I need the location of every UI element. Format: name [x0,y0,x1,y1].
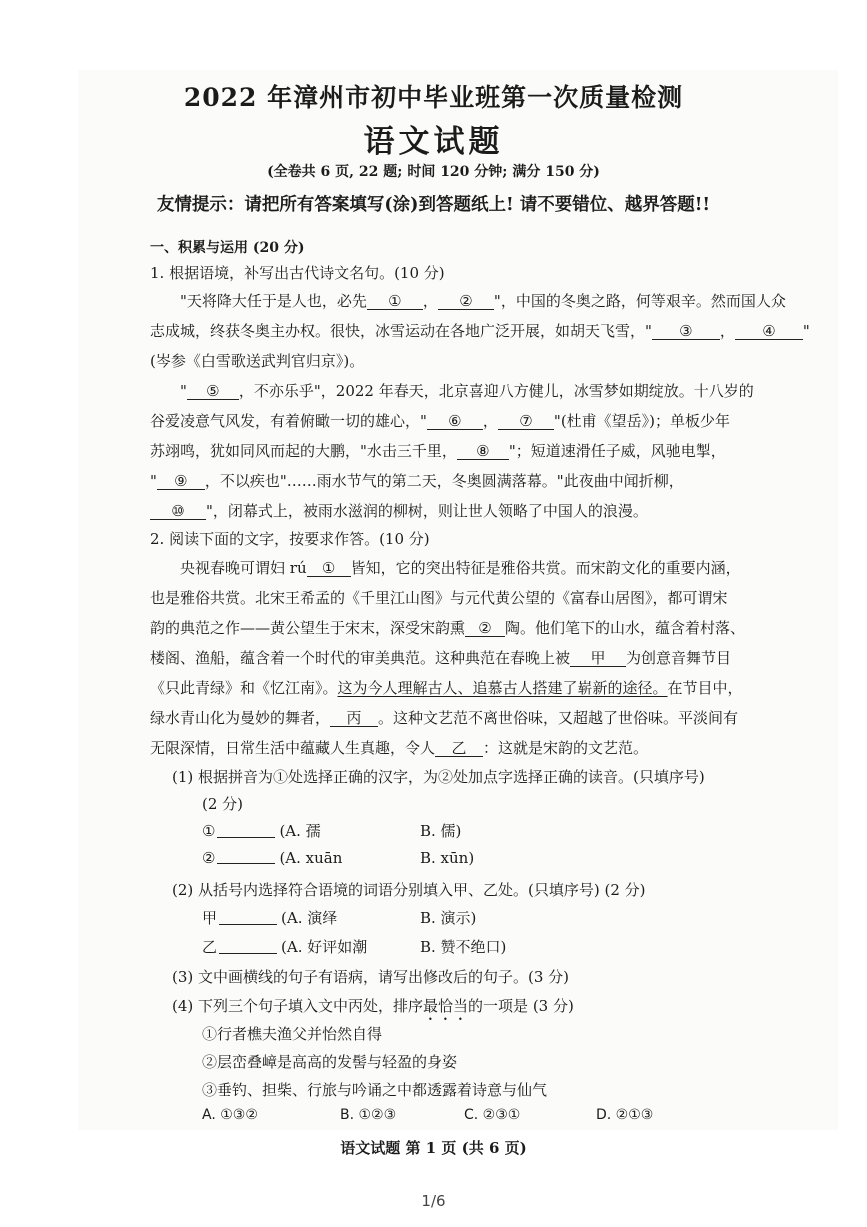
blank-6: ⑥ [427,413,483,430]
q1-line-8: ⑩ "，闭幕式上，被雨水滋润的柳树，则让世人领略了中国人的浪漫。 [150,500,648,521]
q1-line-5: 谷爱凌意气风发，有着俯瞰一切的雄心，" ⑥ ， ⑦ "(杜甫《望岳》)；单板少年 [150,412,731,430]
answer-line[interactable] [217,823,275,838]
subject-title: 语文试题 [363,124,504,160]
answer-line[interactable] [219,910,277,925]
exam-info: (全卷共 6 页, 22 题; 时间 120 分钟; 满分 150 分) [267,164,600,180]
page-footer: 语文试题 第 1 页 (共 6 页) [340,1139,527,1157]
sentence-option-2: ②层峦叠嶂是高高的发髻与轻盈的身姿 [202,1053,458,1071]
q2-blank-2: ② [465,620,505,637]
option-row-4-b: B. 赞不绝口) [420,938,507,956]
q2-blank-1: ① [307,560,351,577]
choice-c: C. ②③① [464,1107,521,1123]
q1-line-4: " ⑤ ，不亦乐乎"，2022 年春天，北京喜迎八方健儿，冰雪梦如期绽放。十八岁的 [180,382,754,400]
section-heading: 一、积累与运用 (20 分) [150,240,305,256]
blank-3: ③ [652,323,720,340]
question-1-stem: 1. 根据语境，补写出古代诗文名句。(10 分) [150,264,445,282]
blank-4: ④ [735,323,803,340]
blank-9: ⑨ [157,473,205,490]
underlined-sentence: 这为今人理解古人、追慕古人搭建了崭新的途径。 [337,679,668,697]
sub-question-4: (4) 下列三个句子填入文中丙处，排序最恰当的一项是 (3 分) [172,997,574,1015]
blank-2: ② [438,293,494,310]
q2-para-line-3: 韵的典范之作——黄公望生于宋末，深受宋韵熏 ② 陶。他们笔下的山水，蕴含着村落、 [150,619,746,637]
page-indicator: 1/6 [421,1192,446,1210]
q2-para-line-5: 《只此青绿》和《忆江南》。这为今人理解古人、追慕古人搭建了崭新的途径。在节目中， [150,679,743,697]
q1-line-7: " ⑨ ，不以疾也"……雨水节气的第二天，冬奥圆满落幕。"此夜曲中闻折柳， [150,472,684,490]
option-row-3-b: B. 演示) [420,909,477,927]
sub-question-3: (3) 文中画横线的句子有语病，请写出修改后的句子。(3 分) [172,968,570,986]
sentence-option-3: ③垂钓、担柴、行旅与吟诵之中都透露着诗意与仙气 [202,1081,548,1099]
blank-1: ① [367,293,423,310]
q2-blank-jia: 甲 [570,650,626,667]
sentence-option-1: ①行者樵夫渔父并怡然自得 [202,1025,383,1043]
question-2-stem: 2. 阅读下面的文字，按要求作答。(10 分) [150,530,430,548]
option-row-2-b: B. xūn) [420,849,475,867]
q1-line-1: "天将降大任于是人也，必先 ① ， ② "，中国的冬奥之路，何等艰辛。然而国人众 [180,292,786,310]
emphasis-dots: 最恰当 [423,997,469,1015]
blank-5: ⑤ [187,383,239,400]
q1-line-3: (岑参《白雪歌送武判官归京》)。 [150,352,365,370]
choice-d: D. ②①③ [596,1107,654,1123]
option-row-4: 乙 (A. 好评如潮 [202,938,368,956]
q2-para-line-2: 也是雅俗共赏。北宋王希孟的《千里江山图》与元代黄公望的《富春山居图》，都可谓宋 [150,589,728,607]
friendly-notice: 友情提示：请把所有答案填写(涂)到答题纸上! 请不要错位、越界答题!! [156,195,711,215]
option-row-2: ② (A. xuān [202,849,343,867]
answer-line[interactable] [219,939,277,954]
q2-blank-yi: 乙 [435,740,483,757]
sub-question-1: (1) 根据拼音为①处选择正确的汉字，为②处加点字选择正确的读音。(只填序号) [172,768,705,786]
choice-b: B. ①②③ [340,1107,397,1123]
q1-line-2: 志成城，终获冬奥主办权。很快，冰雪运动在各地广泛开展，如胡天飞雪，" ③ ， ④ " [150,322,810,340]
exam-title: 2022 年漳州市初中毕业班第一次质量检测 [183,83,684,112]
q2-blank-bing: 丙 [330,710,378,727]
answer-line[interactable] [217,849,275,864]
q2-para-line-7: 无限深情，日常生活中蕴藏人生真趣，令人 乙 ：这就是宋韵的文艺范。 [150,739,649,757]
blank-8: ⑧ [457,443,509,460]
q2-para-line-4: 楼阁、渔船，蕴含着一个时代的审美典范。这种典范在春晚上被 甲 为创意音舞节目 [150,649,732,667]
q2-para-line-1: 央视春晚可谓妇 rú ① 皆知，它的突出特征是雅俗共赏。而宋韵文化的重要内涵， [180,559,741,577]
q2-para-line-6: 绿水青山化为曼妙的舞者， 丙 。这种文艺范不离世俗味，又超越了世俗味。平淡间有 [150,709,739,727]
option-row-3: 甲 (A. 演绎 [202,909,338,927]
sub-question-2: (2) 从括号内选择符合语境的词语分别填入甲、乙处。(只填序号) (2 分) [172,881,646,899]
option-row-1-b: B. 儒) [420,822,462,840]
option-row-1: ① (A. 孺 [202,822,321,840]
sub-question-1-points: (2 分) [202,795,244,813]
choice-a: A. ①③② [202,1107,258,1123]
blank-7: ⑦ [498,413,554,430]
q1-line-6: 苏翊鸣，犹如同风而起的大鹏，"水击三千里， ⑧ "；短道速滑任子威，风驰电掣， [150,442,726,460]
blank-10: ⑩ [150,503,206,520]
